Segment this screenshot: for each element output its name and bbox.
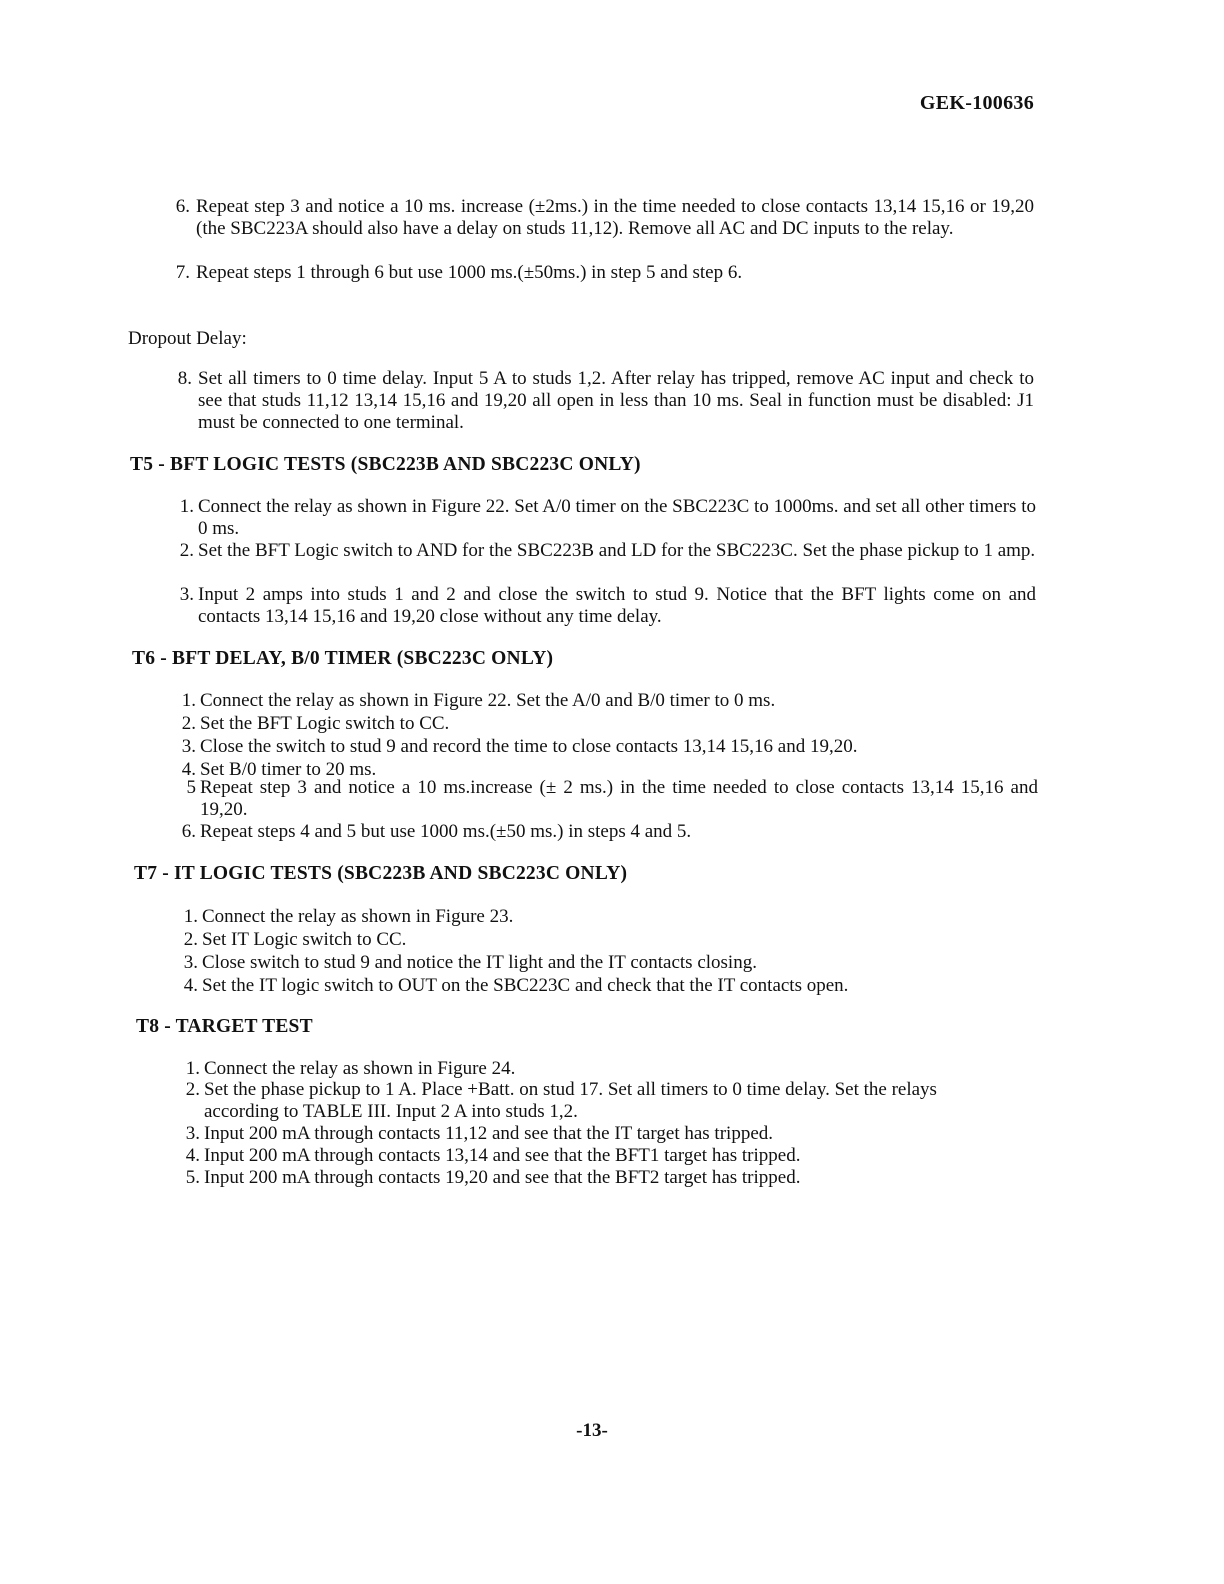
step-text: Repeat step 3 and notice a 10 ms.increase (± 2 ms.) in the time needed to close contacts 13,14 15,16 and 19,20. (200, 777, 1038, 820)
list-item (170, 1079, 970, 1123)
step-text: Set all timers to 0 time delay. Input 5 A to studs 1,2. After relay has tripped, remove AC input and check to see that studs 11,12 13,14 15,16 and 19,20 all open in less than 10 ms. Seal in function must be disabled: J1 must be connected to one terminal. (198, 368, 1034, 433)
list-item (166, 690, 1040, 712)
step-number: 1. (185, 1058, 200, 1079)
document-id: GEK-100636 (919, 92, 1034, 114)
step-text: Set B/0 timer to 20 ms. (200, 759, 377, 780)
step-number: 2. (183, 929, 198, 950)
step-number: 2. (185, 1079, 200, 1100)
step-number: 7. (175, 262, 190, 283)
list-item (168, 975, 1040, 997)
list-item (166, 821, 1040, 843)
section-heading: T7 - IT LOGIC TESTS (SBC223B AND SBC223C ONLY) (134, 863, 628, 884)
step-number: 4. (185, 1145, 200, 1166)
step-number: 3. (181, 736, 196, 757)
step-number: 1. (181, 690, 196, 711)
list-item (164, 584, 1040, 628)
list-item (162, 368, 1040, 434)
list-item (160, 262, 1040, 284)
step-number: 1. (183, 906, 198, 927)
step-text: Input 200 mA through contacts 11,12 and see that the IT target has tripped. (204, 1123, 773, 1144)
step-number: 1. (179, 496, 194, 517)
list-item (166, 713, 1040, 735)
step-text: Set the BFT Logic switch to CC. (200, 713, 450, 734)
step-text: Repeat steps 1 through 6 but use 1000 ms.(±50ms.) in step 5 and step 6. (196, 262, 743, 283)
list-item (170, 1167, 970, 1189)
step-text: Input 200 mA through contacts 13,14 and see that the BFT1 target has tripped. (204, 1145, 801, 1166)
step-text: Repeat steps 4 and 5 but use 1000 ms.(±50 ms.) in steps 4 and 5. (200, 821, 692, 842)
step-number: 5 (186, 777, 196, 798)
step-text: Input 200 mA through contacts 19,20 and see that the BFT2 target has tripped. (204, 1167, 801, 1188)
step-number: 3. (185, 1123, 200, 1144)
step-number: 6. (181, 821, 196, 842)
step-text: Set the phase pickup to 1 A. Place +Batt. on stud 17. Set all timers to 0 time delay. Set the relays according to TABLE III. Input 2 A into studs 1,2. (204, 1079, 937, 1122)
section-label: Dropout Delay: (128, 328, 247, 349)
list-item (166, 736, 1040, 758)
step-number: 2. (179, 540, 194, 561)
step-text: Input 2 amps into studs 1 and 2 and close the switch to stud 9. Notice that the BFT lights come on and contacts 13,14 15,16 and 19,20 close without any time delay. (198, 584, 1036, 627)
step-number: 8. (177, 368, 192, 389)
step-number: 5. (185, 1167, 200, 1188)
step-number: 2. (181, 713, 196, 734)
step-text: Connect the relay as shown in Figure 22. Set the A/0 and B/0 timer to 0 ms. (200, 690, 776, 711)
list-item (164, 496, 1040, 540)
list-item (168, 906, 1040, 928)
list-item (170, 1123, 970, 1145)
step-text: Set the BFT Logic switch to AND for the SBC223B and LD for the SBC223C. Set the phase pickup to 1 amp. (198, 540, 1036, 561)
section-heading: T8 - TARGET TEST (136, 1016, 313, 1037)
list-item (160, 196, 1040, 262)
list-item (170, 1145, 970, 1167)
step-number: 6. (175, 196, 190, 217)
list-item (168, 952, 1040, 974)
page-number: -13- (576, 1420, 608, 1441)
step-number: 4. (183, 975, 198, 996)
section-heading: T6 - BFT DELAY, B/0 TIMER (SBC223C ONLY) (132, 648, 554, 669)
step-text: Repeat step 3 and notice a 10 ms. increase (±2ms.) in the time needed to close contacts 13,14 15,16 or 19,20 (the SBC223A should also have a delay on studs 11,12). Remove all AC and DC inputs to the relay. (196, 196, 1034, 239)
step-text: Connect the relay as shown in Figure 23. (202, 906, 514, 927)
list-item (166, 777, 1040, 821)
step-text: Set the IT logic switch to OUT on the SBC223C and check that the IT contacts open. (202, 975, 849, 996)
step-number: 4. (181, 759, 196, 780)
list-item (164, 540, 1040, 584)
step-number: 3. (179, 584, 194, 605)
section-heading: T5 - BFT LOGIC TESTS (SBC223B AND SBC223C ONLY) (130, 454, 641, 475)
step-text: Set IT Logic switch to CC. (202, 929, 407, 950)
step-text: Connect the relay as shown in Figure 24. (204, 1058, 516, 1079)
step-number: 3. (183, 952, 198, 973)
step-text: Close switch to stud 9 and notice the IT light and the IT contacts closing. (202, 952, 757, 973)
list-item (168, 929, 1040, 951)
step-text: Connect the relay as shown in Figure 22. Set A/0 timer on the SBC223C to 1000ms. and set all other timers to 0 ms. (198, 496, 1036, 539)
list-item (170, 1058, 970, 1080)
step-text: Close the switch to stud 9 and record the time to close contacts 13,14 15,16 and 19,20. (200, 736, 858, 757)
